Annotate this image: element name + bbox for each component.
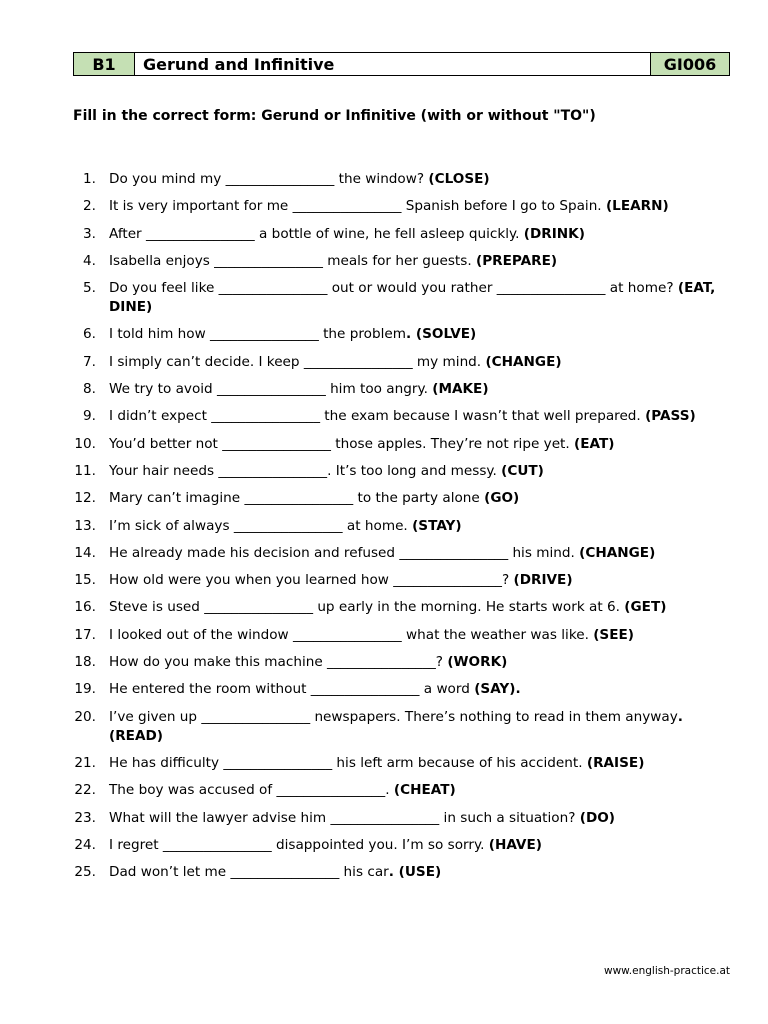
item-number: 3. bbox=[83, 225, 96, 242]
exercise-item bbox=[73, 781, 733, 800]
item-number: 10. bbox=[74, 435, 96, 452]
item-body bbox=[109, 225, 733, 244]
item-sentence: I didn’t expect ________________ the exam because I wasn’t that well prepared. bbox=[109, 408, 646, 425]
item-number: 2. bbox=[83, 198, 96, 215]
item-body bbox=[109, 435, 733, 454]
item-verb-cue: . (USE) bbox=[388, 864, 442, 881]
exercise-item bbox=[73, 462, 733, 481]
item-body bbox=[109, 626, 733, 645]
item-verb-cue: (EAT) bbox=[574, 435, 615, 452]
item-number: 14. bbox=[74, 544, 96, 561]
item-number: 17. bbox=[74, 626, 96, 643]
exercise-item bbox=[73, 279, 733, 317]
item-verb-cue: (SEE) bbox=[593, 626, 635, 643]
item-verb-cue: (DRIVE) bbox=[513, 572, 573, 589]
item-body bbox=[109, 863, 733, 882]
item-sentence: Do you feel like ________________ out or would you rather ________________ at home? bbox=[109, 280, 678, 297]
exercise-item bbox=[73, 407, 733, 426]
item-verb-cue: (CHEAT) bbox=[393, 782, 456, 799]
item-body bbox=[109, 571, 733, 590]
item-body bbox=[109, 836, 733, 855]
item-number: 19. bbox=[74, 681, 96, 698]
exercise-item bbox=[73, 626, 733, 645]
exercise-item bbox=[73, 653, 733, 672]
footer-url: www.english-practice.at bbox=[603, 965, 730, 977]
item-body bbox=[109, 680, 733, 699]
item-body bbox=[109, 407, 733, 426]
item-sentence: Dad won’t let me ________________ his car bbox=[109, 864, 389, 881]
exercise-item bbox=[73, 435, 733, 454]
item-number: 18. bbox=[74, 654, 96, 671]
item-sentence: I regret ________________ disappointed you. I’m so sorry. bbox=[109, 836, 489, 853]
exercise-item bbox=[73, 225, 733, 244]
item-verb-cue: (LEARN) bbox=[605, 198, 669, 215]
worksheet-header bbox=[73, 52, 730, 76]
item-sentence: I’m sick of always ________________ at home. bbox=[109, 517, 413, 534]
worksheet-code: GI006 bbox=[651, 53, 730, 76]
item-body bbox=[109, 353, 733, 372]
item-sentence: Steve is used ________________ up early in the morning. He starts work at 6. bbox=[109, 599, 625, 616]
item-sentence: I looked out of the window ________________ what the weather was like. bbox=[109, 626, 594, 643]
item-verb-cue: (EAT, DINE) bbox=[109, 280, 716, 316]
item-verb-cue: (GET) bbox=[624, 599, 667, 616]
item-verb-cue: (HAVE) bbox=[488, 836, 542, 853]
item-body bbox=[109, 252, 733, 271]
item-sentence: Isabella enjoys ________________ meals for her guests. bbox=[109, 252, 476, 269]
item-verb-cue: . (SOLVE) bbox=[405, 326, 477, 343]
item-body bbox=[109, 279, 733, 317]
exercise-item bbox=[73, 252, 733, 271]
item-number: 5. bbox=[83, 280, 96, 297]
item-verb-cue: (WORK) bbox=[447, 654, 508, 671]
item-number: 25. bbox=[74, 864, 96, 881]
item-verb-cue: (DRINK) bbox=[523, 225, 585, 242]
item-sentence: Do you mind my ________________ the window? bbox=[109, 171, 429, 187]
item-sentence: It is very important for me ________________ Spanish before I go to Spain. bbox=[109, 198, 606, 215]
exercise-item bbox=[73, 170, 733, 189]
item-verb-cue: (PASS) bbox=[645, 408, 696, 425]
item-body bbox=[109, 708, 733, 746]
exercise-item bbox=[73, 517, 733, 536]
item-body bbox=[109, 462, 733, 481]
item-sentence: He already made his decision and refused ________________ his mind. bbox=[109, 544, 580, 561]
item-sentence: How old were you when you learned how ________________? bbox=[109, 572, 514, 589]
item-body bbox=[109, 170, 733, 189]
item-number: 20. bbox=[74, 708, 96, 725]
item-verb-cue: (DO) bbox=[579, 809, 616, 826]
item-body bbox=[109, 197, 733, 216]
exercise-item bbox=[73, 863, 733, 882]
item-number: 6. bbox=[83, 326, 96, 343]
item-body bbox=[109, 598, 733, 617]
item-sentence: I simply can’t decide. I keep ________________ my mind. bbox=[109, 353, 486, 370]
item-number: 13. bbox=[74, 517, 96, 534]
exercise-item bbox=[73, 489, 733, 508]
item-number: 22. bbox=[74, 782, 96, 799]
item-sentence: The boy was accused of ________________. bbox=[109, 782, 394, 799]
item-verb-cue: (GO) bbox=[484, 490, 520, 507]
worksheet-title: Gerund and Infinitive bbox=[135, 53, 651, 76]
exercise-item bbox=[73, 197, 733, 216]
item-number: 21. bbox=[74, 754, 96, 771]
item-verb-cue: (STAY) bbox=[412, 517, 462, 534]
item-verb-cue: (MAKE) bbox=[432, 381, 489, 398]
item-sentence: You’d better not ________________ those apples. They’re not ripe yet. bbox=[109, 435, 575, 452]
item-verb-cue: (CHANGE) bbox=[485, 353, 562, 370]
item-number: 16. bbox=[74, 599, 96, 616]
item-verb-cue: . (READ) bbox=[109, 708, 683, 744]
item-verb-cue: (RAISE) bbox=[586, 754, 645, 771]
item-verb-cue: (CLOSE) bbox=[428, 171, 490, 187]
exercise-item bbox=[73, 544, 733, 563]
item-body bbox=[109, 489, 733, 508]
item-number: 11. bbox=[74, 462, 96, 479]
exercise-item bbox=[73, 571, 733, 590]
exercise-item bbox=[73, 708, 733, 746]
item-body bbox=[109, 380, 733, 399]
exercise-item bbox=[73, 353, 733, 372]
item-verb-cue: (SAY). bbox=[474, 681, 521, 698]
item-body bbox=[109, 653, 733, 672]
item-body bbox=[109, 325, 733, 344]
item-body bbox=[109, 809, 733, 828]
item-sentence: How do you make this machine ________________? bbox=[109, 654, 448, 671]
item-sentence: I’ve given up ________________ newspapers. There’s nothing to read in them anyway bbox=[109, 708, 678, 725]
item-number: 4. bbox=[83, 252, 96, 269]
item-number: 1. bbox=[83, 171, 96, 187]
item-sentence: Your hair needs ________________. It’s too long and messy. bbox=[109, 462, 502, 479]
item-sentence: Mary can’t imagine ________________ to the party alone bbox=[109, 490, 485, 507]
item-number: 7. bbox=[83, 353, 96, 370]
exercise-item bbox=[73, 680, 733, 699]
item-verb-cue: (CUT) bbox=[501, 462, 544, 479]
exercise-item bbox=[73, 325, 733, 344]
item-body bbox=[109, 754, 733, 773]
item-number: 15. bbox=[74, 572, 96, 589]
item-body bbox=[109, 781, 733, 800]
item-sentence: We try to avoid ________________ him too angry. bbox=[109, 381, 433, 398]
exercise-item bbox=[73, 598, 733, 617]
exercise-item bbox=[73, 380, 733, 399]
exercise-item bbox=[73, 836, 733, 855]
item-verb-cue: (CHANGE) bbox=[579, 544, 656, 561]
item-verb-cue: (PREPARE) bbox=[475, 252, 558, 269]
item-sentence: What will the lawyer advise him ________________ in such a situation? bbox=[109, 809, 580, 826]
item-number: 12. bbox=[74, 490, 96, 507]
item-body bbox=[109, 517, 733, 536]
item-sentence: He entered the room without ________________ a word bbox=[109, 681, 475, 698]
item-sentence: I told him how ________________ the problem bbox=[109, 326, 406, 343]
instruction-text: Fill in the correct form: Gerund or Infinitive (with or without "TO") bbox=[73, 108, 596, 124]
item-number: 9. bbox=[83, 408, 96, 425]
item-sentence: After ________________ a bottle of wine, he fell asleep quickly. bbox=[109, 225, 524, 242]
exercise-item bbox=[73, 809, 733, 828]
item-number: 24. bbox=[74, 836, 96, 853]
exercise-list bbox=[73, 170, 733, 890]
item-number: 23. bbox=[74, 809, 96, 826]
level-badge: B1 bbox=[74, 53, 135, 76]
item-number: 8. bbox=[83, 381, 96, 398]
item-sentence: He has difficulty ________________ his left arm because of his accident. bbox=[109, 754, 587, 771]
item-body bbox=[109, 544, 733, 563]
exercise-item bbox=[73, 754, 733, 773]
